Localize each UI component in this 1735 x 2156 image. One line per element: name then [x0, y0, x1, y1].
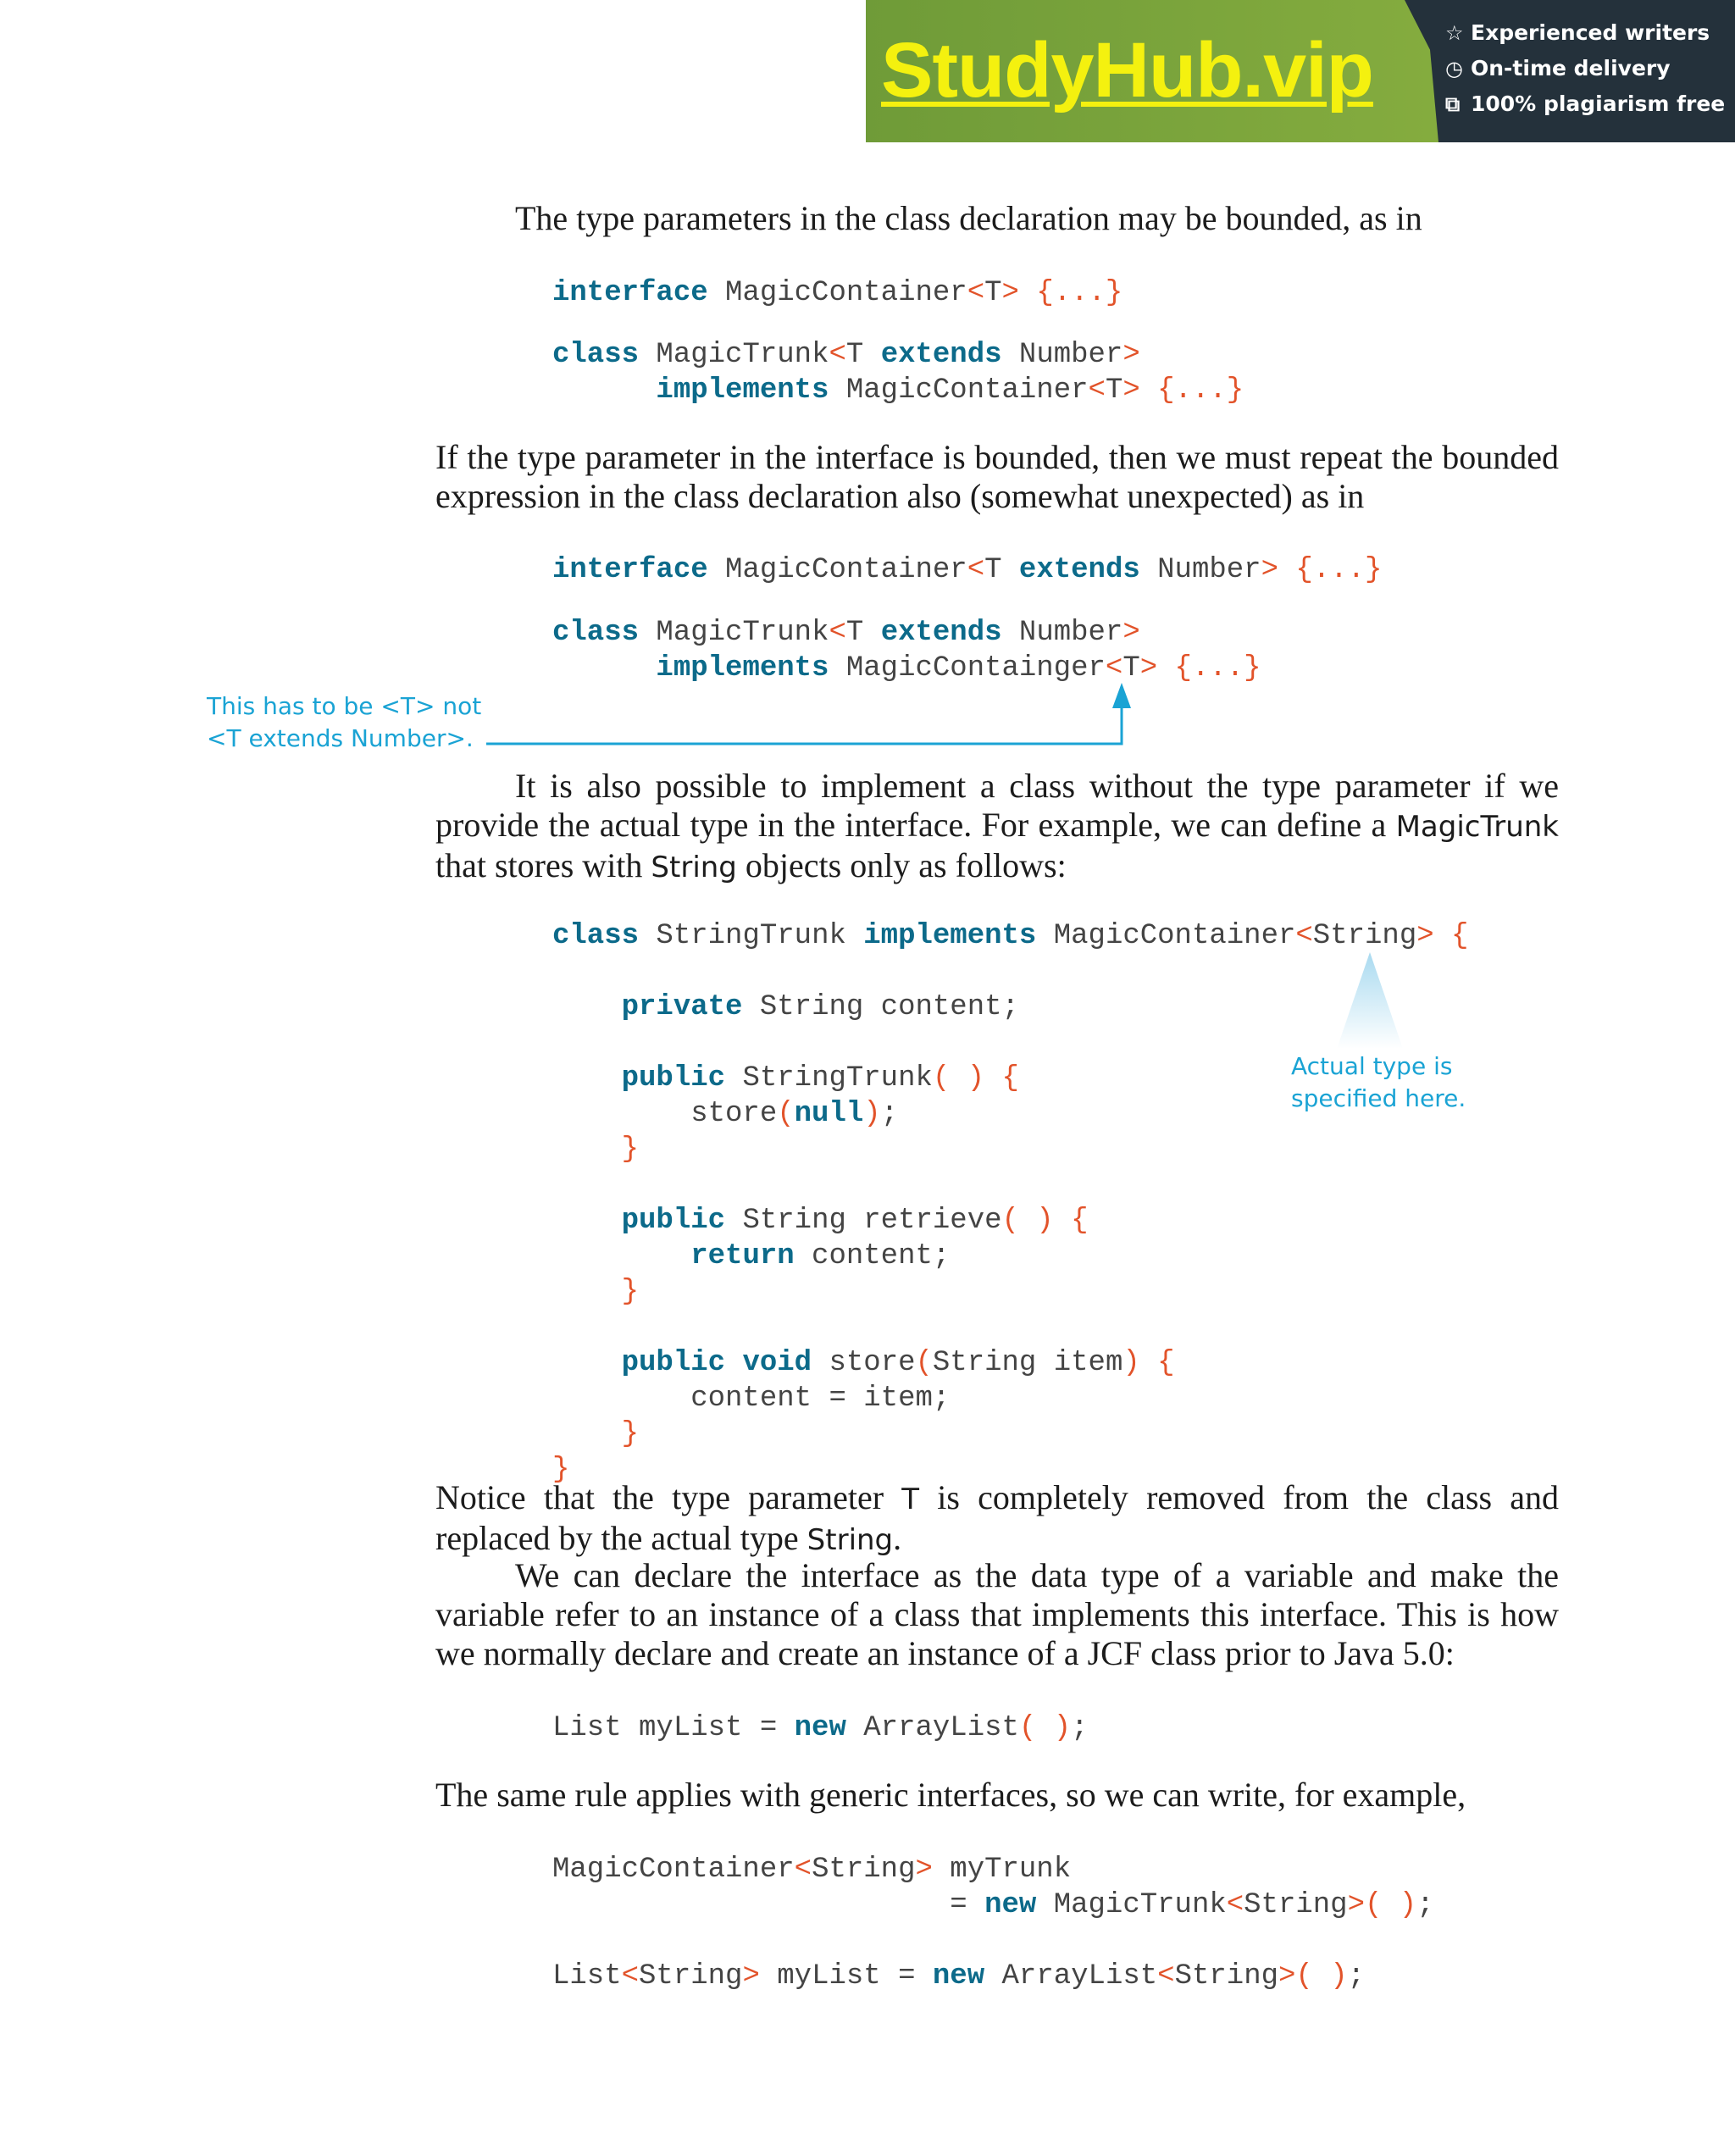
code-text: MagicContainer	[707, 277, 967, 309]
code-text: T	[845, 617, 881, 649]
code-line	[552, 1960, 1365, 1992]
code-keyword: void	[742, 1347, 812, 1379]
code-symbol: <	[1226, 1889, 1244, 1921]
code-text: Number	[1139, 554, 1261, 586]
code-keyword: return	[690, 1240, 795, 1272]
code-symbol: ( ) {	[932, 1062, 1019, 1095]
code-text: MagicContainer	[707, 554, 967, 586]
paragraph-actual-type: It is also possible to implement a class without the type parameter if we provide the actual type in the interface. For example, we can define a MagicTrunk that stores with String objects only as follows:	[435, 767, 1559, 884]
star-icon: ☆	[1445, 21, 1464, 45]
code-keyword: new	[794, 1712, 846, 1744]
code-text: =	[552, 1889, 985, 1921]
code-text: T	[984, 277, 1002, 309]
code-keyword: class	[552, 617, 640, 649]
code-symbol: >( )	[1278, 1960, 1348, 1992]
code-symbol: > {	[1416, 920, 1469, 952]
code-text: T	[1122, 652, 1140, 684]
inline-code-magictrunk: MagicTrunk	[1395, 810, 1559, 844]
inline-code-string: String	[807, 1523, 894, 1557]
code-text: StringTrunk	[639, 920, 864, 952]
code-symbol: <	[794, 1854, 812, 1886]
code-keyword: class	[552, 920, 640, 952]
paragraph-bounded-repeat: If the type parameter in the interface is bounded, then we must repeat the bounded expression in the class declaration also (somewhat unexpected) as in	[435, 438, 1559, 515]
code-text: MagicContainer	[1036, 920, 1296, 952]
paragraph-bounded-intro: The type parameters in the class declaration may be bounded, as in	[515, 199, 1422, 237]
paragraph-generic-rule: The same rule applies with generic interfaces, so we can write, for example,	[435, 1776, 1466, 1814]
code-symbol: <	[967, 277, 985, 309]
code-text: MagicTrunk	[639, 617, 829, 649]
code-keyword: public	[621, 1347, 726, 1379]
code-text: MagicContainger	[829, 652, 1106, 684]
code-text: ;	[1071, 1712, 1089, 1744]
code-text: String	[1174, 1960, 1278, 1992]
code-text: String	[1312, 920, 1417, 952]
inline-code-string: String	[651, 851, 737, 884]
code-text: String	[1244, 1889, 1348, 1921]
code-keyword: null	[794, 1098, 864, 1130]
code-symbol: >	[742, 1960, 760, 1992]
code-text: List myList =	[552, 1712, 795, 1744]
code-symbol: }	[621, 1418, 640, 1450]
code-symbol: >( )	[1347, 1889, 1417, 1921]
code-symbol: (	[777, 1098, 795, 1130]
code-symbol: <	[1088, 374, 1106, 407]
code-text: MagicTrunk	[639, 339, 829, 371]
studyhub-logo[interactable]: StudyHub.vip	[881, 27, 1373, 114]
code-symbol: > {...}	[1122, 374, 1244, 407]
paragraph-notice: Notice that the type parameter T is completely removed from the class and replaced by the actual type String.	[435, 1478, 1560, 1557]
margin-note-actual-type	[1291, 1050, 1466, 1115]
code-text: ArrayList	[984, 1960, 1158, 1992]
code-symbol: ( ) {	[1001, 1205, 1089, 1237]
code-symbol: <	[1105, 652, 1123, 684]
code-keyword: public	[621, 1062, 726, 1095]
code-text: MagicContainer	[829, 374, 1089, 407]
code-keyword: implements	[863, 920, 1037, 952]
code-symbol: >	[1122, 339, 1140, 371]
code-text: String	[812, 1854, 916, 1886]
code-symbol: <	[621, 1960, 640, 1992]
margin-note-line: This has to be <T> not	[207, 692, 482, 720]
code-text: StringTrunk	[725, 1062, 933, 1095]
code-keyword: interface	[552, 554, 708, 586]
code-keyword: implements	[656, 652, 829, 684]
code-symbol: (	[915, 1347, 933, 1379]
code-text: ;	[1347, 1960, 1366, 1992]
code-text: List	[552, 1960, 622, 1992]
code-text: String item	[932, 1347, 1123, 1379]
clock-icon: ◷	[1445, 57, 1463, 80]
code-keyword: implements	[656, 374, 829, 407]
code-symbol: > {...}	[1261, 554, 1383, 586]
code-text: String retrieve	[725, 1205, 1002, 1237]
code-keyword: new	[984, 1889, 1037, 1921]
code-keyword: new	[932, 1960, 985, 1992]
margin-note-line: <T extends Number>.	[207, 724, 474, 752]
banner-feature-label: Experienced writers	[1471, 20, 1710, 45]
margin-note-line: Actual type is	[1291, 1052, 1453, 1080]
code-text: ArrayList	[845, 1712, 1019, 1744]
code-symbol: }	[552, 1454, 570, 1486]
code-text: MagicTrunk	[1036, 1889, 1227, 1921]
code-text: store	[812, 1347, 916, 1379]
code-text: MagicContainer	[552, 1854, 795, 1886]
code-text: ;	[880, 1098, 899, 1130]
code-keyword: interface	[552, 277, 708, 309]
code-text: myTrunk	[932, 1854, 1072, 1886]
code-text: content = item;	[552, 1383, 951, 1415]
code-text: T	[984, 554, 1019, 586]
code-text: content;	[794, 1240, 951, 1272]
code-text: myList =	[759, 1960, 933, 1992]
code-symbol: <	[829, 339, 846, 371]
code-symbol: > {...}	[1139, 652, 1261, 684]
code-keyword: class	[552, 339, 640, 371]
code-block	[552, 1852, 1434, 1994]
banner-feature-label: 100% plagiarism free	[1471, 91, 1726, 116]
code-symbol: ) {	[1122, 1347, 1175, 1379]
code-symbol: )	[863, 1098, 881, 1130]
code-symbol: <	[829, 617, 846, 649]
code-text: Number	[1001, 339, 1123, 371]
code-symbol: <	[1295, 920, 1313, 952]
code-symbol: <	[1157, 1960, 1175, 1992]
code-text: Number	[1001, 617, 1123, 649]
code-symbol: }	[621, 1276, 640, 1308]
code-line	[552, 1854, 1071, 1886]
banner-feature-label: On-time delivery	[1471, 56, 1671, 80]
code-symbol: ( )	[1018, 1712, 1072, 1744]
copy-icon: ⧉	[1445, 92, 1461, 116]
code-text: ;	[1416, 1889, 1434, 1921]
code-text: String	[639, 1960, 743, 1992]
code-keyword: public	[621, 1205, 726, 1237]
code-keyword: extends	[880, 617, 1002, 649]
code-keyword: extends	[1018, 554, 1140, 586]
code-text: String content;	[742, 991, 1019, 1023]
code-keyword: private	[621, 991, 743, 1023]
code-line	[552, 1712, 1089, 1744]
code-text: store	[552, 1098, 778, 1130]
code-text: T	[845, 339, 881, 371]
code-symbol: >	[915, 1854, 933, 1886]
code-block	[552, 1710, 1089, 1746]
code-keyword: extends	[880, 339, 1002, 371]
code-line	[552, 1889, 1434, 1921]
code-text: T	[1105, 374, 1123, 407]
inline-code-t: T	[901, 1483, 920, 1516]
code-symbol: }	[621, 1133, 640, 1166]
code-symbol: >	[1122, 617, 1140, 649]
code-symbol: > {...}	[1001, 277, 1123, 309]
code-symbol: <	[967, 554, 985, 586]
margin-note-line: specified here.	[1291, 1084, 1466, 1112]
paragraph-declare-interface: We can declare the interface as the data type of a variable and make the variable refer to an instance of a class that implements this interface. This is how we normally declare and create an instance of a JCF class prior to Java 5.0:	[435, 1556, 1559, 1672]
